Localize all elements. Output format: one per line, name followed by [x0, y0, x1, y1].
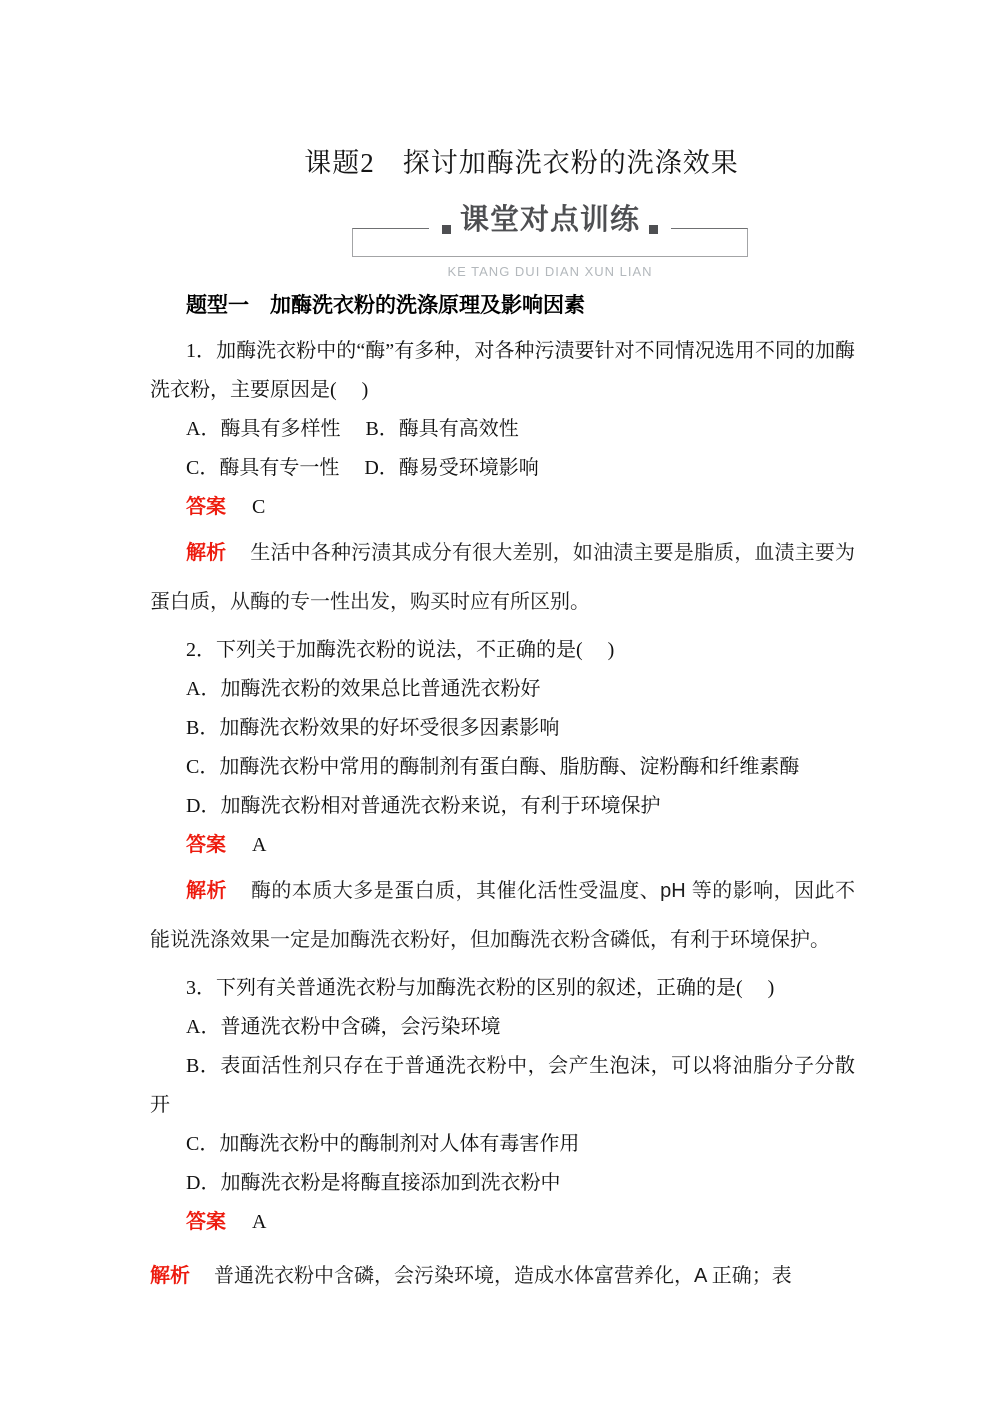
analysis-label: 解析 [186, 880, 227, 902]
option-row: C．酶具有专一性 D．酶易受环境影响 [186, 457, 539, 479]
question-block-2 [150, 631, 855, 965]
analysis-text: 生活中各种污渍其成分有很大差别，如油渍主要是脂质，血渍主要为蛋白质，从酶的专一性出发，购买时应有所区别。 [150, 542, 856, 613]
option-row: C．加酶洗衣粉中的酶制剂对人体有毒害作用 [186, 1133, 580, 1155]
banner-title [429, 205, 671, 235]
option-row: B．表面活性剂只存在于普通洗衣粉中，会产生泡沫，可以将油脂分子分散开 [150, 1055, 855, 1116]
question-stem: 2．下列关于加酶洗衣粉的说法，不正确的是( ) [186, 639, 615, 661]
answer-line [150, 488, 855, 527]
analysis-paragraph [150, 1252, 855, 1301]
answer-label: 答案 [186, 834, 226, 856]
question-stem: 3．下列有关普通洗衣粉与加酶洗衣粉的区别的叙述，正确的是( ) [186, 977, 775, 999]
banner-title-text: 课堂对点训练 [459, 204, 641, 236]
analysis-paragraph [150, 529, 855, 627]
option-row: B．加酶洗衣粉效果的好坏受很多因素影响 [186, 717, 560, 739]
answer-line [150, 826, 855, 865]
answer-label: 答案 [186, 1211, 226, 1233]
option-row: A．加酶洗衣粉的效果总比普通洗衣粉好 [186, 678, 541, 700]
answer-value: A [252, 1211, 267, 1233]
content-column [150, 292, 855, 1301]
answer-label: 答案 [186, 496, 226, 518]
answer-value: C [252, 496, 266, 518]
square-bullet-icon [649, 225, 658, 234]
analysis-text: 酶的本质大多是蛋白质，其催化活性受温度、pH 等的影响，因此不能说洗涤效果一定是加酶洗衣粉好，但加酶洗衣粉含磷低，有利于环境保护。 [150, 880, 856, 951]
answer-value: A [252, 834, 267, 856]
section-heading: 题型一 加酶洗衣粉的洗涤原理及影响因素 [186, 294, 585, 317]
answer-line [150, 1203, 855, 1242]
analysis-label: 解析 [186, 542, 227, 564]
question-stem: 1．加酶洗衣粉中的“酶”有多种，对各种污渍要针对不同情况选用不同的加酶洗衣粉，主要原因是( ) [150, 340, 855, 401]
analysis-paragraph [150, 867, 855, 965]
banner-subtitle: KE TANG DUI DIAN XUN LIAN [447, 264, 653, 279]
option-row: C．加酶洗衣粉中常用的酶制剂有蛋白酶、脂肪酶、淀粉酶和纤维素酶 [186, 756, 800, 778]
question-block-1 [150, 332, 855, 627]
analysis-text: 普通洗衣粉中含磷，会污染环境，造成水体富营养化，A 正确；表 [214, 1265, 792, 1287]
option-row: D．加酶洗衣粉是将酶直接添加到洗衣粉中 [186, 1172, 561, 1194]
square-bullet-icon [442, 225, 451, 234]
option-row: A．普通洗衣粉中含磷，会污染环境 [186, 1016, 501, 1038]
page-title: 课题2 探讨加酶洗衣粉的洗涤效果 [304, 148, 739, 178]
question-block-3 [150, 969, 855, 1301]
section-banner [352, 204, 748, 279]
analysis-label: 解析 [150, 1265, 190, 1287]
option-row: A．酶具有多样性 B．酶具有高效性 [186, 418, 519, 440]
option-row: D．加酶洗衣粉相对普通洗衣粉来说，有利于环境保护 [186, 795, 661, 817]
